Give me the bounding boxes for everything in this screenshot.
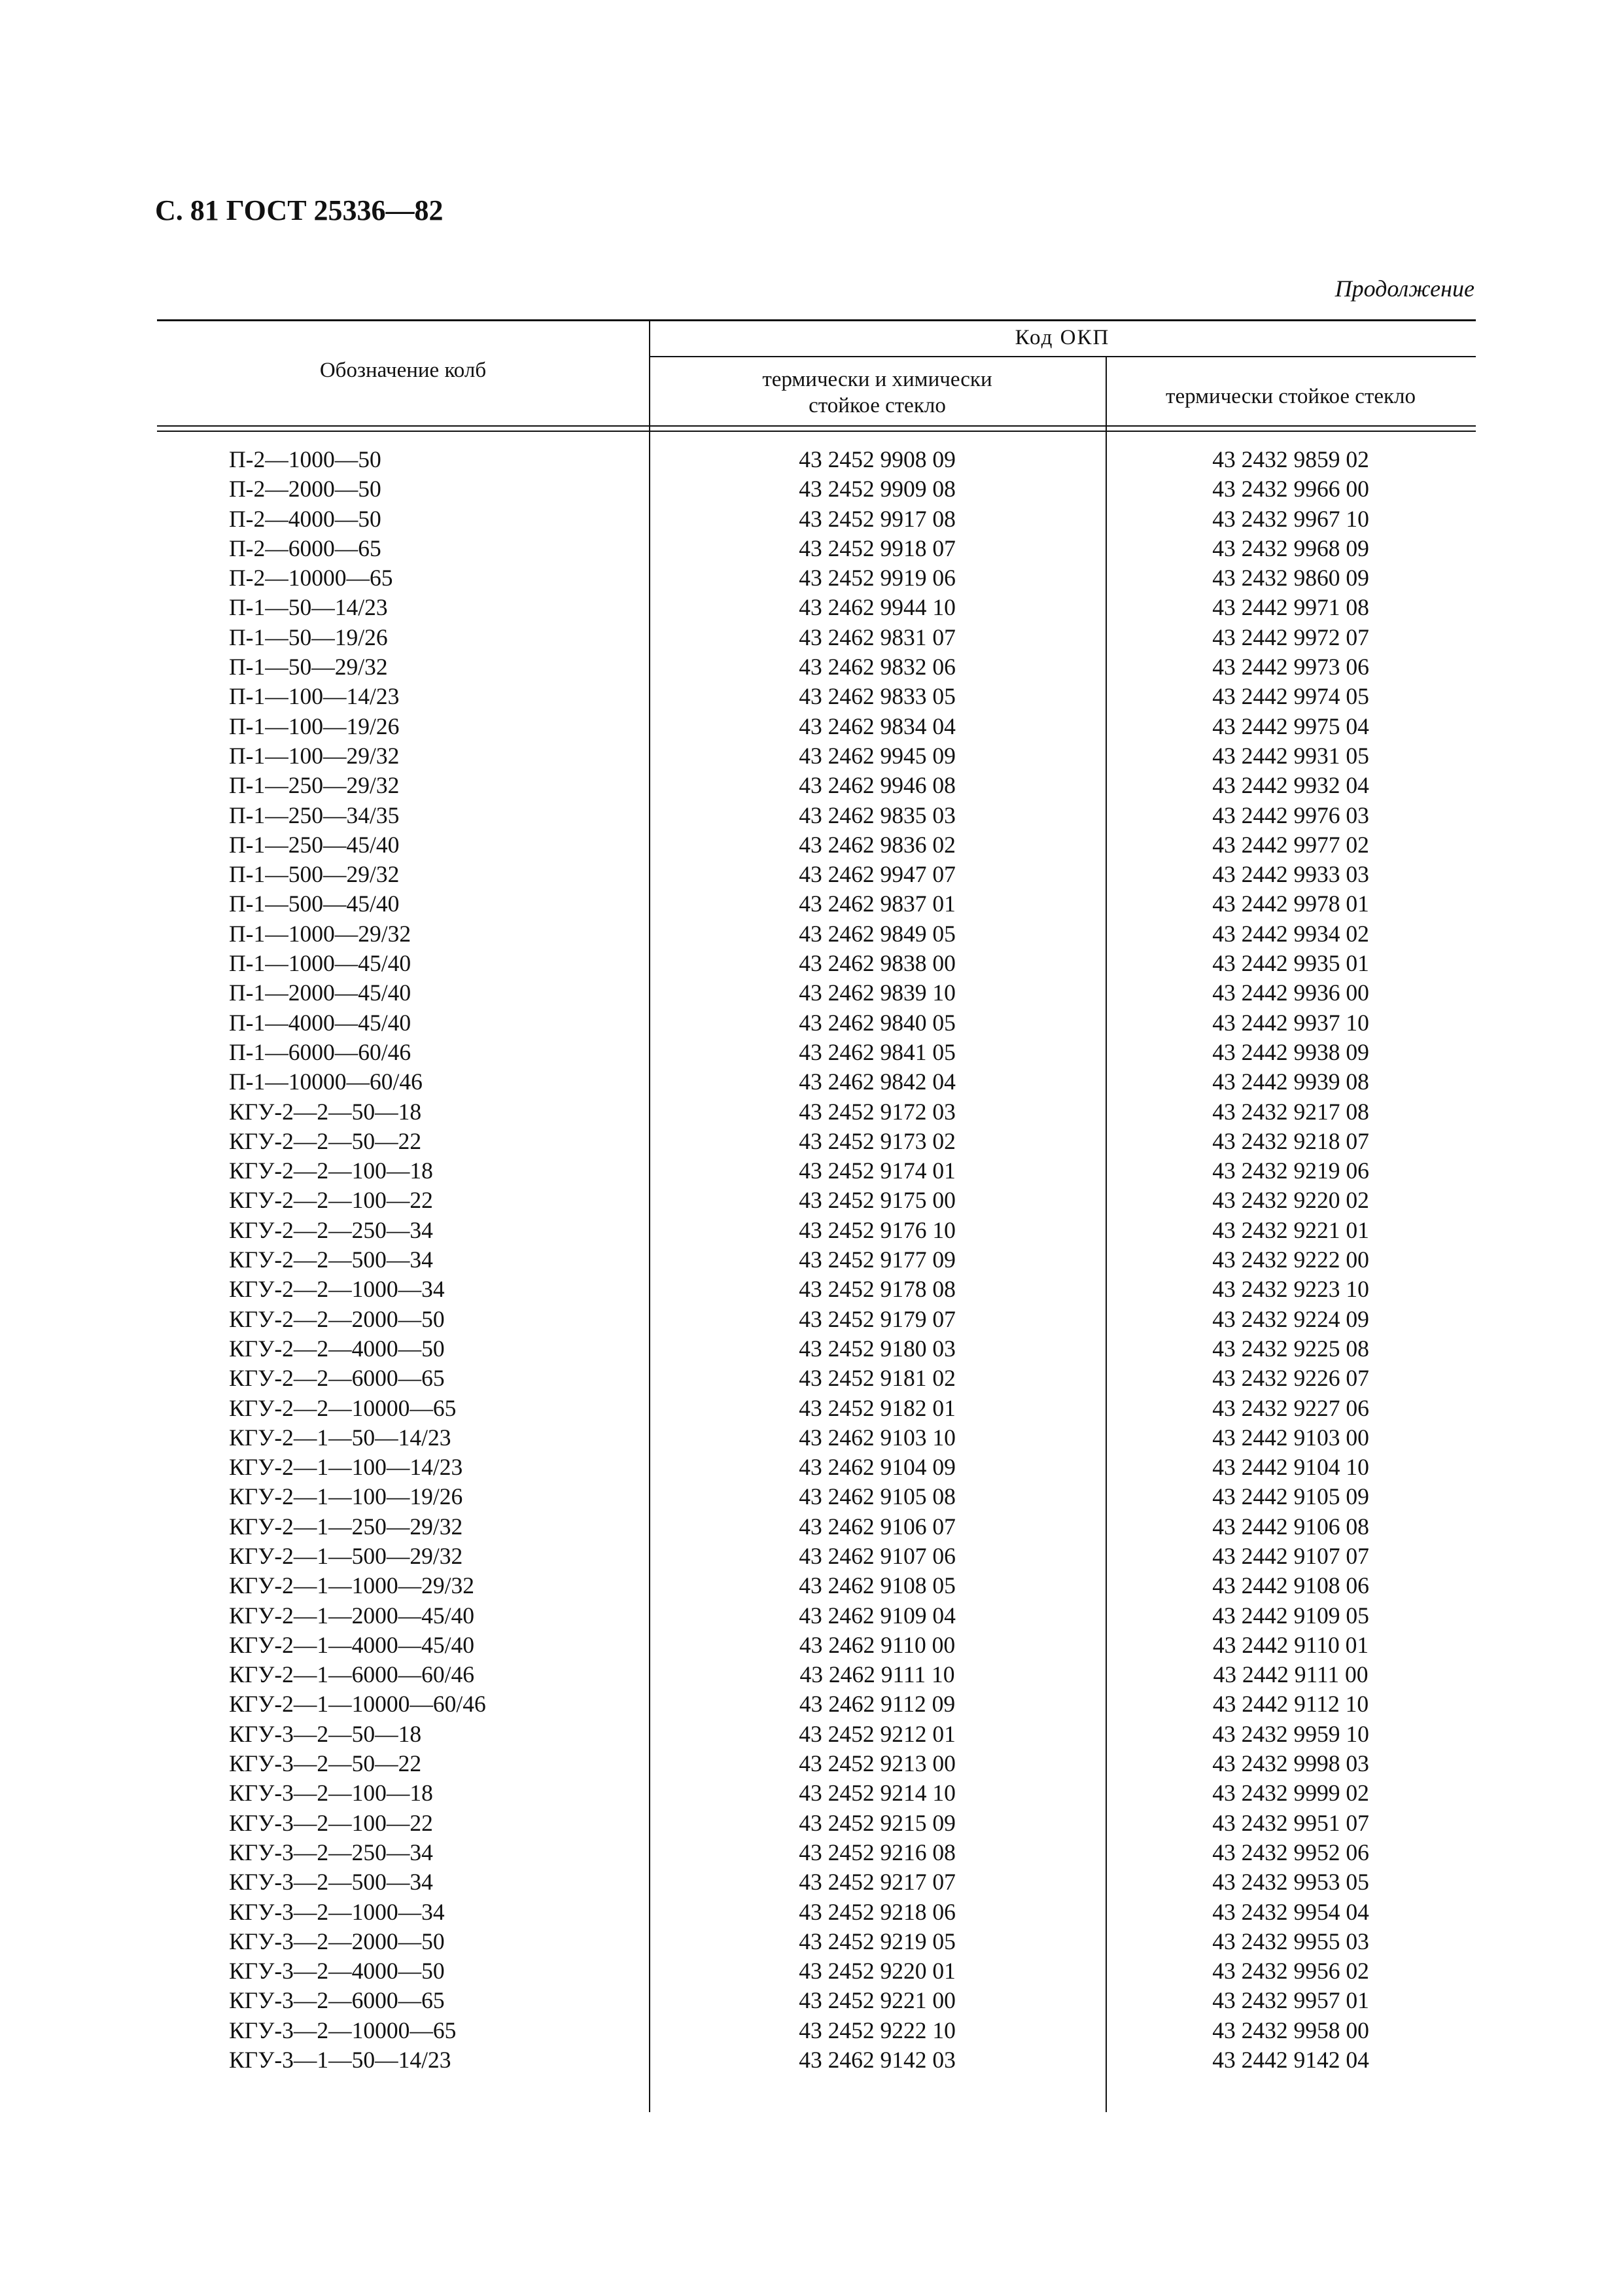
cell-flask-designation: КГУ-2—2—100—22 (229, 1187, 433, 1214)
cell-okp-code-thermal-chemical: 43 2462 9105 08 (799, 1483, 956, 1510)
cell-okp-code-thermal-chemical: 43 2452 9173 02 (799, 1127, 956, 1154)
cell-okp-code-thermal: 43 2442 9937 10 (1212, 1009, 1369, 1036)
cell-okp-code-thermal: 43 2442 9107 07 (1212, 1542, 1369, 1569)
table-row (157, 623, 1476, 652)
table-row (157, 1008, 1476, 1038)
cell-flask-designation: КГУ-2—1—100—19/26 (229, 1483, 463, 1510)
cell-okp-code-thermal-chemical: 43 2462 9841 05 (799, 1038, 956, 1065)
cell-okp-code-thermal: 43 2442 9972 07 (1212, 624, 1369, 650)
table-row (157, 771, 1476, 800)
cell-flask-designation: П-1—50—19/26 (229, 624, 388, 650)
table-row (157, 534, 1476, 563)
group-header-okp-code: Код ОКП (1015, 326, 1110, 349)
cell-okp-code-thermal-chemical: 43 2462 9835 03 (799, 802, 956, 828)
table-row (157, 474, 1476, 504)
table-body (157, 445, 1476, 2075)
cell-okp-code-thermal-chemical: 43 2452 9222 10 (799, 2017, 956, 2043)
cell-okp-code-thermal-chemical: 43 2452 9919 06 (799, 565, 956, 592)
table-row (157, 1956, 1476, 1986)
table-row (157, 1689, 1476, 1719)
column-header-thermal-chemical-glass (649, 366, 1106, 419)
cell-okp-code-thermal: 43 2432 9860 09 (1212, 565, 1369, 592)
cell-okp-code-thermal: 43 2442 9936 00 (1212, 980, 1369, 1006)
table-row (157, 1127, 1476, 1156)
cell-flask-designation: КГУ-2—2—50—22 (229, 1127, 422, 1154)
header-double-rule (157, 425, 1476, 427)
cell-flask-designation: КГУ-2—2—500—34 (229, 1246, 433, 1273)
table-row (157, 1275, 1476, 1304)
cell-okp-code-thermal: 43 2442 9934 02 (1212, 920, 1369, 947)
cell-flask-designation: КГУ-3—2—250—34 (229, 1839, 433, 1865)
cell-okp-code-thermal: 43 2432 9218 07 (1212, 1127, 1369, 1154)
table-row (157, 830, 1476, 860)
okp-code-table (157, 319, 1476, 2112)
cell-flask-designation: КГУ-3—2—1000—34 (229, 1898, 445, 1925)
cell-okp-code-thermal: 43 2442 9105 09 (1212, 1483, 1369, 1510)
cell-okp-code-thermal: 43 2432 9223 10 (1212, 1276, 1369, 1303)
page-header: С. 81 ГОСТ 25336—82 (155, 194, 444, 226)
cell-flask-designation: КГУ-2—2—250—34 (229, 1216, 433, 1243)
cell-flask-designation: КГУ-3—2—500—34 (229, 1869, 433, 1896)
cell-flask-designation: КГУ-2—1—50—14/23 (229, 1424, 451, 1451)
table-row (157, 1186, 1476, 1215)
table-row (157, 1097, 1476, 1127)
table-row (157, 1453, 1476, 1482)
cell-flask-designation: КГУ-3—2—6000—65 (229, 1987, 445, 2014)
cell-flask-designation: П-1—250—45/40 (229, 831, 400, 858)
cell-okp-code-thermal-chemical: 43 2452 9175 00 (799, 1187, 956, 1214)
cell-okp-code-thermal-chemical: 43 2452 9909 08 (799, 476, 956, 503)
cell-okp-code-thermal: 43 2432 9219 06 (1212, 1157, 1369, 1184)
cell-okp-code-thermal: 43 2432 9958 00 (1212, 2017, 1369, 2043)
table-row (157, 445, 1476, 474)
cell-okp-code-thermal-chemical: 43 2462 9947 07 (799, 861, 956, 888)
cell-okp-code-thermal: 43 2442 9103 00 (1212, 1424, 1369, 1451)
cell-flask-designation: П-1—100—19/26 (229, 713, 400, 739)
cell-flask-designation: П-1—250—34/35 (229, 802, 400, 828)
table-row (157, 801, 1476, 830)
table-row (157, 712, 1476, 741)
cell-flask-designation: П-1—2000—45/40 (229, 980, 411, 1006)
cell-flask-designation: КГУ-2—2—10000—65 (229, 1394, 457, 1421)
table-row (157, 1838, 1476, 1867)
cell-okp-code-thermal-chemical: 43 2452 9212 01 (799, 1720, 956, 1747)
table-row (157, 2016, 1476, 2045)
table-row (157, 1512, 1476, 1542)
cell-flask-designation: КГУ-3—2—100—22 (229, 1809, 433, 1836)
cell-flask-designation: П-1—4000—45/40 (229, 1009, 411, 1036)
cell-okp-code-thermal: 43 2432 9956 02 (1212, 1958, 1369, 1985)
table-row (157, 682, 1476, 711)
table-row (157, 1778, 1476, 1808)
cell-okp-code-thermal: 43 2442 9935 01 (1212, 950, 1369, 977)
table-row (157, 978, 1476, 1008)
table-row (157, 1334, 1476, 1364)
cell-flask-designation: КГУ-2—1—6000—60/46 (229, 1661, 475, 1688)
table-row (157, 1986, 1476, 2015)
cell-flask-designation: П-1—100—14/23 (229, 683, 400, 710)
cell-okp-code-thermal-chemical: 43 2452 9177 09 (799, 1246, 956, 1273)
cell-okp-code-thermal: 43 2442 9974 05 (1212, 683, 1369, 710)
cell-okp-code-thermal-chemical: 43 2462 9836 02 (799, 831, 956, 858)
cell-okp-code-thermal-chemical: 43 2462 9842 04 (799, 1069, 956, 1095)
cell-okp-code-thermal-chemical: 43 2452 9219 05 (799, 1928, 956, 1954)
cell-okp-code-thermal: 43 2432 9226 07 (1212, 1365, 1369, 1392)
table-row (157, 593, 1476, 622)
cell-okp-code-thermal-chemical: 43 2462 9832 06 (799, 654, 956, 680)
header-double-rule (157, 431, 1476, 432)
table-row (157, 1631, 1476, 1660)
table-row (157, 1364, 1476, 1393)
cell-okp-code-thermal: 43 2432 9225 08 (1212, 1335, 1369, 1362)
cell-okp-code-thermal-chemical: 43 2462 9831 07 (799, 624, 956, 650)
cell-flask-designation: КГУ-3—2—2000—50 (229, 1928, 445, 1954)
table-row (157, 2045, 1476, 2075)
table-row (157, 504, 1476, 534)
table-row (157, 1571, 1476, 1600)
table-row (157, 1038, 1476, 1067)
cell-okp-code-thermal: 43 2442 9104 10 (1212, 1454, 1369, 1481)
cell-flask-designation: КГУ-2—1—100—14/23 (229, 1454, 463, 1481)
cell-flask-designation: КГУ-2—2—4000—50 (229, 1335, 445, 1362)
table-row (157, 1245, 1476, 1275)
cell-okp-code-thermal: 43 2432 9967 10 (1212, 505, 1369, 532)
cell-okp-code-thermal-chemical: 43 2462 9834 04 (799, 713, 956, 739)
table-row (157, 919, 1476, 949)
cell-okp-code-thermal-chemical: 43 2452 9176 10 (799, 1216, 956, 1243)
cell-flask-designation: П-1—100—29/32 (229, 742, 400, 769)
cell-okp-code-thermal-chemical: 43 2452 9174 01 (799, 1157, 956, 1184)
cell-okp-code-thermal-chemical: 43 2452 9908 09 (799, 446, 956, 472)
cell-flask-designation: П-1—250—29/32 (229, 772, 400, 799)
cell-flask-designation: КГУ-3—2—50—22 (229, 1750, 422, 1777)
cell-okp-code-thermal: 43 2442 9938 09 (1212, 1038, 1369, 1065)
table-row (157, 563, 1476, 593)
cell-okp-code-thermal-chemical: 43 2452 9221 00 (799, 1987, 956, 2014)
cell-okp-code-thermal-chemical: 43 2462 9104 09 (799, 1454, 956, 1481)
cell-okp-code-thermal: 43 2442 9971 08 (1212, 594, 1369, 621)
cell-okp-code-thermal: 43 2432 9222 00 (1212, 1246, 1369, 1273)
cell-okp-code-thermal: 43 2432 9999 02 (1212, 1780, 1369, 1807)
cell-okp-code-thermal: 43 2432 9955 03 (1212, 1928, 1369, 1954)
cell-okp-code-thermal: 43 2442 9977 02 (1212, 831, 1369, 858)
cell-flask-designation: КГУ-3—1—50—14/23 (229, 2047, 451, 2074)
cell-flask-designation: КГУ-3—2—4000—50 (229, 1958, 445, 1985)
cell-okp-code-thermal-chemical: 43 2462 9839 10 (799, 980, 956, 1006)
table-row (157, 1394, 1476, 1423)
cell-okp-code-thermal-chemical: 43 2452 9172 03 (799, 1098, 956, 1125)
cell-okp-code-thermal: 43 2442 9931 05 (1212, 742, 1369, 769)
cell-flask-designation: П-1—50—29/32 (229, 654, 388, 680)
cell-okp-code-thermal-chemical: 43 2462 9944 10 (799, 594, 956, 621)
table-row (157, 1867, 1476, 1897)
cell-okp-code-thermal: 43 2432 9221 01 (1212, 1216, 1369, 1243)
cell-okp-code-thermal-chemical: 43 2452 9214 10 (799, 1780, 956, 1807)
cell-flask-designation: КГУ-2—2—50—18 (229, 1098, 422, 1125)
table-row (157, 741, 1476, 771)
header-line: стойкое стекло (809, 394, 946, 417)
cell-okp-code-thermal-chemical: 43 2452 9182 01 (799, 1394, 956, 1421)
table-row (157, 1156, 1476, 1186)
cell-okp-code-thermal-chemical: 43 2462 9109 04 (799, 1602, 956, 1629)
header-line: термически и химически (762, 368, 992, 391)
cell-okp-code-thermal: 43 2442 9933 03 (1212, 861, 1369, 888)
cell-flask-designation: КГУ-2—2—6000—65 (229, 1365, 445, 1392)
cell-okp-code-thermal-chemical: 43 2462 9946 08 (799, 772, 956, 799)
cell-okp-code-thermal-chemical: 43 2452 9218 06 (799, 1898, 956, 1925)
table-row (157, 1601, 1476, 1631)
table-row (157, 1809, 1476, 1838)
cell-okp-code-thermal: 43 2432 9966 00 (1212, 476, 1369, 503)
cell-okp-code-thermal-chemical: 43 2462 9112 09 (799, 1691, 956, 1718)
table-row (157, 1482, 1476, 1511)
cell-okp-code-thermal: 43 2432 9952 06 (1212, 1839, 1369, 1865)
cell-flask-designation: КГУ-2—2—2000—50 (229, 1305, 445, 1332)
cell-flask-designation: П-2—2000—50 (229, 476, 381, 503)
table-row (157, 1542, 1476, 1571)
cell-flask-designation: П-1—50—14/23 (229, 594, 388, 621)
cell-flask-designation: КГУ-3—2—100—18 (229, 1780, 433, 1807)
cell-okp-code-thermal: 43 2432 9859 02 (1212, 446, 1369, 472)
cell-okp-code-thermal-chemical: 43 2452 9179 07 (799, 1305, 956, 1332)
cell-okp-code-thermal-chemical: 43 2452 9217 07 (799, 1869, 956, 1896)
table-row (157, 652, 1476, 682)
cell-flask-designation: П-1—10000—60/46 (229, 1069, 423, 1095)
table-row (157, 1423, 1476, 1453)
table-row (157, 1305, 1476, 1334)
cell-okp-code-thermal-chemical: 43 2462 9108 05 (799, 1572, 956, 1599)
cell-flask-designation: П-2—10000—65 (229, 565, 393, 592)
cell-okp-code-thermal: 43 2432 9998 03 (1212, 1750, 1369, 1777)
cell-okp-code-thermal-chemical: 43 2452 9917 08 (799, 505, 956, 532)
cell-flask-designation: КГУ-2—2—1000—34 (229, 1276, 445, 1303)
cell-okp-code-thermal-chemical: 43 2462 9110 00 (799, 1631, 956, 1658)
table-row (157, 1067, 1476, 1097)
cell-okp-code-thermal-chemical: 43 2462 9111 10 (799, 1661, 955, 1688)
cell-okp-code-thermal: 43 2432 9220 02 (1212, 1187, 1369, 1214)
cell-okp-code-thermal-chemical: 43 2452 9178 08 (799, 1276, 956, 1303)
table-row (157, 1720, 1476, 1749)
table-row (157, 1927, 1476, 1956)
cell-okp-code-thermal-chemical: 43 2462 9837 01 (799, 891, 956, 917)
group-header-rule (649, 356, 1476, 357)
cell-okp-code-thermal: 43 2442 9108 06 (1212, 1572, 1369, 1599)
cell-flask-designation: П-2—1000—50 (229, 446, 381, 472)
cell-okp-code-thermal-chemical: 43 2452 9213 00 (799, 1750, 956, 1777)
table-row (157, 1898, 1476, 1927)
cell-okp-code-thermal-chemical: 43 2452 9180 03 (799, 1335, 956, 1362)
cell-flask-designation: КГУ-3—2—10000—65 (229, 2017, 457, 2043)
cell-okp-code-thermal: 43 2442 9110 01 (1212, 1631, 1369, 1658)
table-row (157, 1749, 1476, 1778)
cell-okp-code-thermal: 43 2432 9968 09 (1212, 535, 1369, 561)
cell-okp-code-thermal: 43 2442 9975 04 (1212, 713, 1369, 739)
cell-okp-code-thermal: 43 2432 9953 05 (1212, 1869, 1369, 1896)
cell-flask-designation: КГУ-2—1—10000—60/46 (229, 1691, 486, 1718)
cell-flask-designation: КГУ-2—1—1000—29/32 (229, 1572, 475, 1599)
cell-okp-code-thermal: 43 2432 9224 09 (1212, 1305, 1369, 1332)
cell-okp-code-thermal-chemical: 43 2452 9215 09 (799, 1809, 956, 1836)
cell-okp-code-thermal: 43 2442 9939 08 (1212, 1069, 1369, 1095)
cell-okp-code-thermal: 43 2442 9978 01 (1212, 891, 1369, 917)
cell-okp-code-thermal: 43 2442 9106 08 (1212, 1513, 1369, 1540)
cell-okp-code-thermal: 43 2432 9217 08 (1212, 1098, 1369, 1125)
cell-okp-code-thermal-chemical: 43 2452 9918 07 (799, 535, 956, 561)
column-header-flask-designation: Обозначение колб (319, 359, 487, 382)
cell-flask-designation: П-1—500—29/32 (229, 861, 400, 888)
cell-okp-code-thermal: 43 2432 9227 06 (1212, 1394, 1369, 1421)
cell-okp-code-thermal: 43 2442 9142 04 (1212, 2047, 1369, 2074)
cell-flask-designation: П-2—6000—65 (229, 535, 381, 561)
cell-okp-code-thermal-chemical: 43 2462 9849 05 (799, 920, 956, 947)
cell-okp-code-thermal: 43 2432 9951 07 (1212, 1809, 1369, 1836)
cell-okp-code-thermal-chemical: 43 2462 9833 05 (799, 683, 956, 710)
cell-flask-designation: КГУ-2—2—100—18 (229, 1157, 433, 1184)
cell-okp-code-thermal: 43 2442 9973 06 (1212, 654, 1369, 680)
cell-flask-designation: П-1—500—45/40 (229, 891, 400, 917)
cell-flask-designation: П-1—1000—29/32 (229, 920, 411, 947)
cell-okp-code-thermal: 43 2442 9112 10 (1212, 1691, 1369, 1718)
cell-flask-designation: П-2—4000—50 (229, 505, 381, 532)
column-header-thermal-glass: термически стойкое стекло (1166, 385, 1416, 408)
cell-okp-code-thermal: 43 2432 9954 04 (1212, 1898, 1369, 1925)
cell-okp-code-thermal: 43 2442 9932 04 (1212, 772, 1369, 799)
cell-okp-code-thermal-chemical: 43 2462 9945 09 (799, 742, 956, 769)
cell-okp-code-thermal-chemical: 43 2462 9106 07 (799, 1513, 956, 1540)
cell-okp-code-thermal: 43 2432 9959 10 (1212, 1720, 1369, 1747)
table-row (157, 1216, 1476, 1245)
cell-flask-designation: КГУ-3—2—50—18 (229, 1720, 422, 1747)
cell-flask-designation: П-1—1000—45/40 (229, 950, 411, 977)
cell-okp-code-thermal-chemical: 43 2462 9103 10 (799, 1424, 956, 1451)
cell-flask-designation: КГУ-2—1—2000—45/40 (229, 1602, 475, 1629)
cell-flask-designation: П-1—6000—60/46 (229, 1038, 411, 1065)
cell-okp-code-thermal-chemical: 43 2462 9840 05 (799, 1009, 956, 1036)
table-row (157, 889, 1476, 919)
cell-okp-code-thermal-chemical: 43 2462 9142 03 (799, 2047, 956, 2074)
continuation-label: Продолжение (1335, 275, 1475, 302)
cell-flask-designation: КГУ-2—1—250—29/32 (229, 1513, 463, 1540)
cell-okp-code-thermal: 43 2432 9957 01 (1212, 1987, 1369, 2014)
cell-flask-designation: КГУ-2—1—500—29/32 (229, 1542, 463, 1569)
table-row (157, 1660, 1476, 1689)
table-top-rule (157, 319, 1476, 321)
cell-okp-code-thermal-chemical: 43 2452 9216 08 (799, 1839, 956, 1865)
cell-okp-code-thermal-chemical: 43 2452 9181 02 (799, 1365, 956, 1392)
cell-okp-code-thermal-chemical: 43 2452 9220 01 (799, 1958, 956, 1985)
cell-okp-code-thermal: 43 2442 9976 03 (1212, 802, 1369, 828)
table-row (157, 860, 1476, 889)
cell-okp-code-thermal-chemical: 43 2462 9107 06 (799, 1542, 956, 1569)
table-row (157, 949, 1476, 978)
cell-okp-code-thermal: 43 2442 9111 00 (1213, 1661, 1369, 1688)
cell-okp-code-thermal: 43 2442 9109 05 (1212, 1602, 1369, 1629)
cell-okp-code-thermal-chemical: 43 2462 9838 00 (799, 950, 956, 977)
cell-flask-designation: КГУ-2—1—4000—45/40 (229, 1631, 475, 1658)
